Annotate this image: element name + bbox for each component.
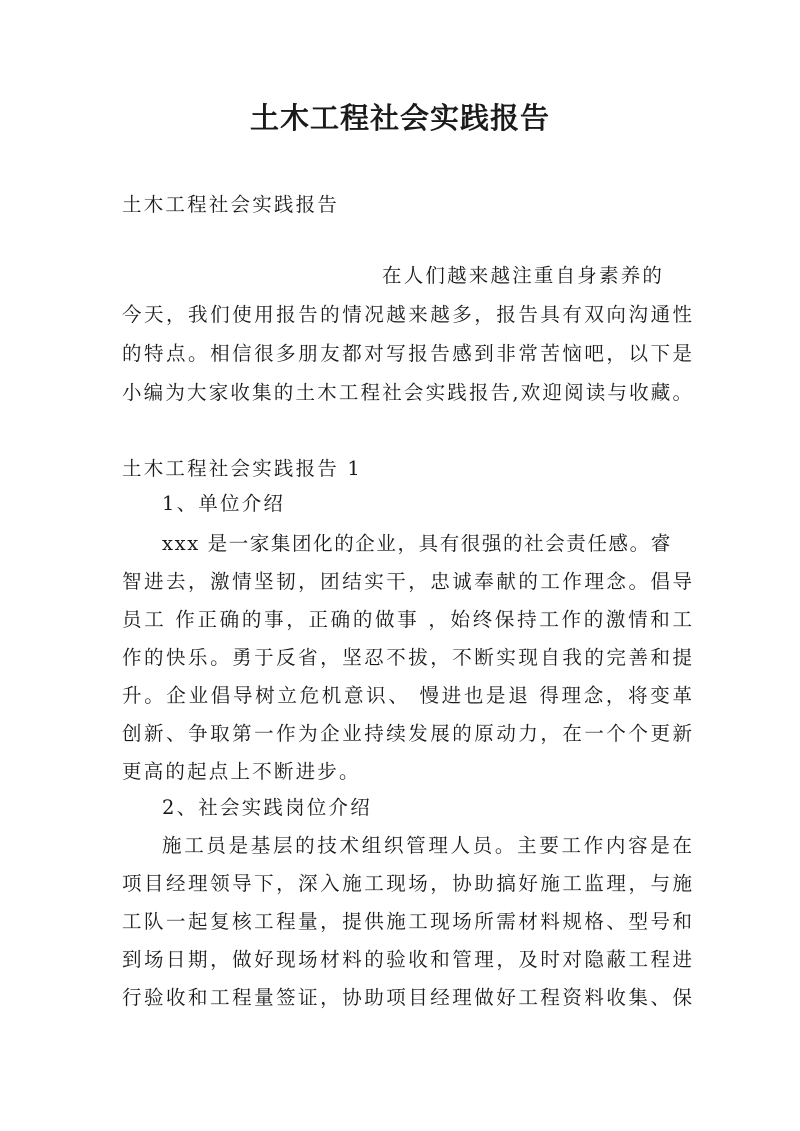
paragraph-line: 智进去，激情坚韧，团结实干，忠诚奉献的工作理念。倡导	[122, 570, 692, 593]
paragraph-line: 创新、争取第一作为企业持续发展的原动力，在一个个更新	[122, 722, 692, 745]
paragraph-line: 到场日期，做好现场材料的验收和管理，及时对隐蔽工程进	[122, 948, 692, 971]
paragraph-line: 工队一起复核工程量，提供施工现场所需材料规格、型号和	[122, 910, 692, 933]
intro-line: 的特点。相信很多朋友都对写报告感到非常苦恼吧，以下是	[122, 342, 692, 365]
intro-line: 小编为大家收集的土木工程社会实践报告,欢迎阅读与收藏。	[122, 381, 692, 404]
report-heading: 土木工程社会实践报告 1	[122, 457, 363, 480]
paragraph-line: 施工员是基层的技术组织管理人员。主要工作内容是在	[162, 834, 692, 857]
paragraph-line: 升。企业倡导树立危机意识、 慢进也是退 得理念，将变革	[122, 684, 692, 707]
section-heading: 1、单位介绍	[162, 492, 286, 515]
paragraph-line: xxx 是一家集团化的企业，具有很强的社会责任感。睿	[162, 532, 672, 555]
page-title: 土木工程社会实践报告	[249, 101, 550, 135]
paragraph-line: 项目经理领导下，深入施工现场，协助搞好施工监理，与施	[122, 872, 692, 895]
document-subtitle: 土木工程社会实践报告	[122, 193, 340, 216]
intro-line: 今天，我们使用报告的情况越来越多，报告具有双向沟通性	[122, 303, 692, 326]
paragraph-line: 员工 作正确的事，正确的做事 ，始终保持工作的激情和工	[122, 608, 692, 631]
paragraph-line: 更高的起点上不断进步。	[122, 760, 361, 783]
section-heading: 2、社会实践岗位介绍	[162, 796, 372, 819]
paragraph-line: 作的快乐。勇于反省，坚忍不拔，不断实现自我的完善和提	[122, 646, 692, 669]
intro-line: 在人们越来越注重自身素养的	[382, 264, 665, 287]
paragraph-line: 行验收和工程量签证，协助项目经理做好工程资料收集、保	[122, 986, 692, 1009]
